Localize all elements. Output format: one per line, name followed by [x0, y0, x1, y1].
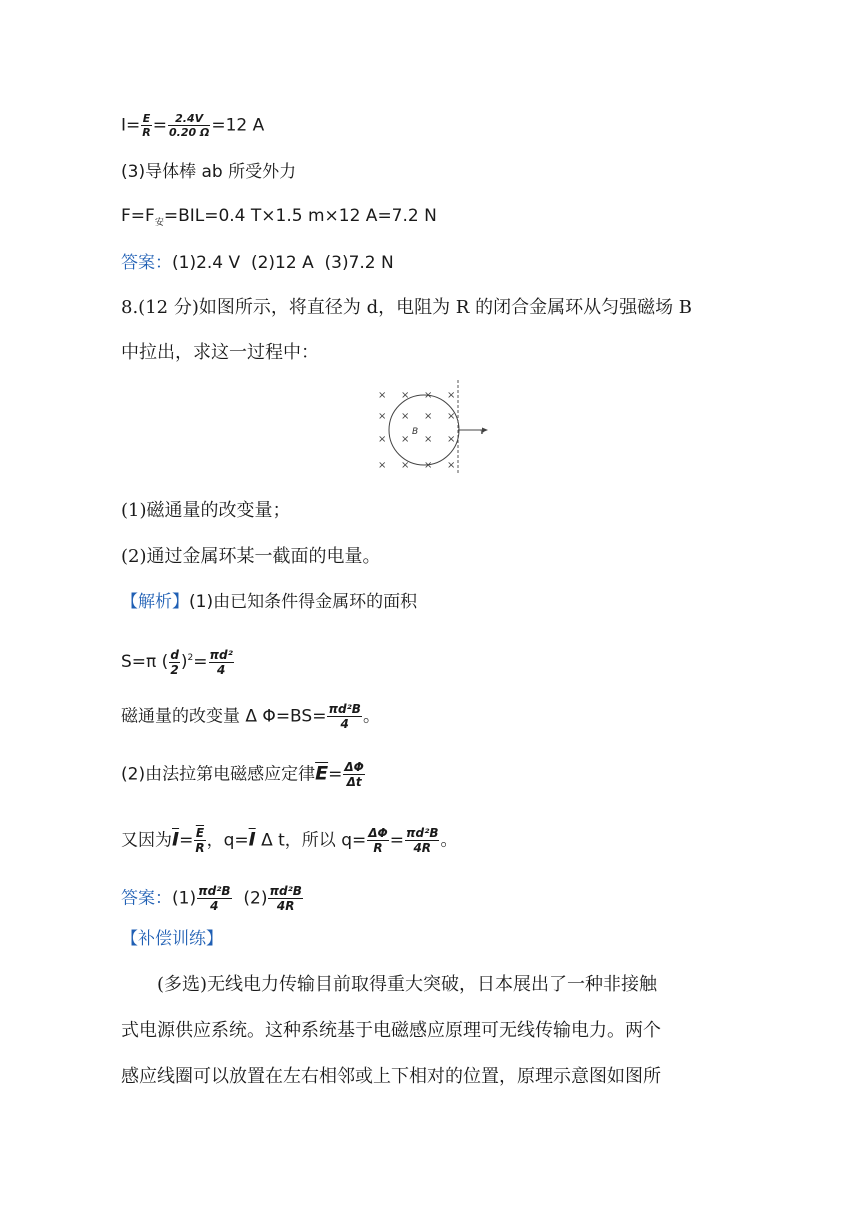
field-label: B: [412, 427, 419, 437]
supplement-para-line-2: 式电源供应系统。这种系统基于电磁感应原理可无线传输电力。两个: [121, 1020, 661, 1041]
svg-text:×: ×: [378, 390, 387, 401]
question-8-line-2: 中拉出，求这一过程中：: [121, 342, 319, 363]
svg-text:×: ×: [401, 411, 410, 422]
svg-text:×: ×: [401, 434, 410, 445]
answer-1: 答案：(1)2.4 V (2)12 A (3)7.2 N: [121, 253, 394, 273]
force-equation: $F=F_安=BIL=0.4$ T×1.5 m×12 A=7.2 N: [121, 206, 437, 228]
svg-text:×: ×: [447, 411, 456, 422]
svg-text:×: ×: [401, 390, 410, 401]
fraction-values: $\frac{2.4V}{0.20 \Omega}$: [169, 112, 210, 139]
svg-text:×: ×: [447, 460, 456, 471]
svg-text:×: ×: [378, 434, 387, 445]
analysis-label: 【解析】: [121, 592, 189, 612]
svg-text:×: ×: [378, 460, 387, 471]
supplement-para-line-1: (多选)无线电力传输目前取得重大突破，日本展出了一种非接触: [157, 974, 658, 995]
charge-equation: 又因为$\overline{I}=$ $\frac{\overline{E}}{R}$ ，$q=\overline{I}$ Δ t，所以 q= $\frac{\Delta\Phi}{R}$ = $\frac{\text{πd²B}}{4R}$ 。: [121, 826, 458, 855]
svg-text:×: ×: [424, 434, 433, 445]
svg-text:×: ×: [424, 411, 433, 422]
svg-text:×: ×: [401, 460, 410, 471]
analysis-line: 【解析】(1)由已知条件得金属环的面积: [121, 592, 418, 612]
svg-text:×: ×: [424, 390, 433, 401]
area-equation: S=π ( $\frac{d}{2}$ )$^2$= $\frac{\text{πd²}}{4}$: [121, 647, 233, 677]
svg-text:×: ×: [447, 390, 456, 401]
step-3-heading: (3)导体棒 ab 所受外力: [121, 162, 297, 182]
fraction-e-over-r: $\frac{E}{R}$: [142, 112, 151, 139]
supplement-para-line-3: 感应线圈可以放置在左右相邻或上下相对的位置，原理示意图如图所: [121, 1066, 661, 1087]
answer-label: 答案：: [121, 253, 172, 273]
magnetic-field-figure: [370, 378, 490, 474]
flux-change-equation: 磁通量的改变量 Δ Φ=BS= $\frac{\text{πd²B}}{4}$ 。: [121, 702, 380, 731]
sub-question-2: (2)通过金属环某一截面的电量。: [121, 546, 381, 567]
answer-label: 答案：: [121, 888, 172, 909]
supplement-label: 【补偿训练】: [121, 929, 223, 949]
svg-text:×: ×: [378, 411, 387, 422]
current-equation: I= $\frac{E}{R}$ = $\frac{2.4V}{0.20 \Omega}$ =12 A: [121, 112, 265, 139]
faraday-law-equation: (2)由法拉第电磁感应定律$\overline{E}=$ $\frac{\Delta\Phi}{\Delta t}$: [121, 760, 364, 789]
eq-result: =12 A: [211, 115, 265, 136]
velocity-label: v: [480, 427, 485, 436]
svg-text:×: ×: [447, 434, 456, 445]
sub-question-1: (1)磁通量的改变量；: [121, 500, 291, 521]
eq-lhs: I=: [121, 115, 141, 136]
answer-2: 答案：(1) $\frac{\text{πd²B}}{4}$ (2) $\frac{\text{πd²B}}{4R}$: [121, 884, 302, 913]
svg-text:×: ×: [424, 460, 433, 471]
question-8-line-1: 8.(12 分)如图所示，将直径为 d，电阻为 R 的闭合金属环从匀强磁场 B: [121, 297, 693, 318]
metal-ring: [389, 395, 459, 465]
